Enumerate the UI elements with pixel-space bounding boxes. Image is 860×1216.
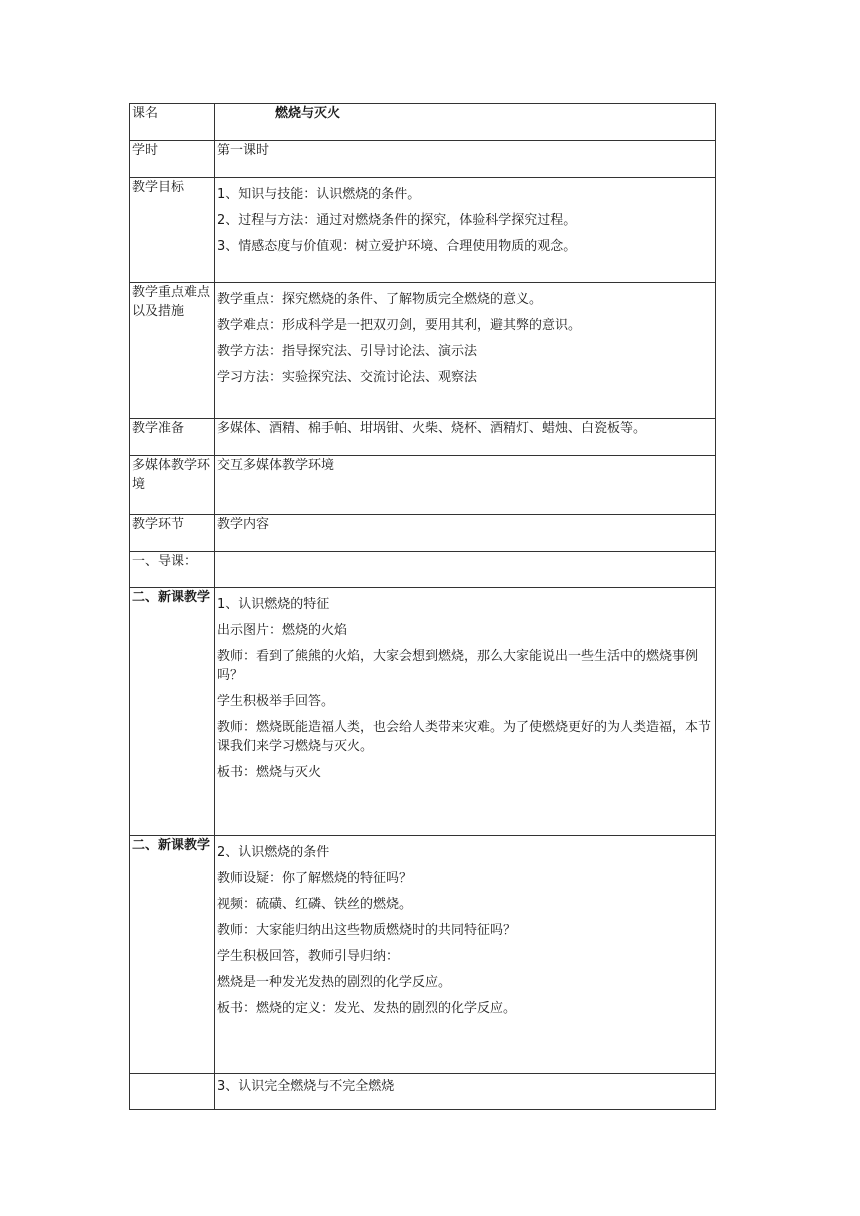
label-prep: 教学准备 <box>130 419 215 456</box>
label-env: 多媒体教学环境 <box>130 456 215 515</box>
objectives-content <box>215 178 716 283</box>
section1-item: 1、认识燃烧的特征 <box>217 597 330 612</box>
section2-item: 学生积极回答，教师引导归纳： <box>217 949 400 964</box>
section3-item: 3、认识完全燃烧与不完全燃烧 <box>217 1079 395 1094</box>
section1-item: 出示图片：燃烧的火焰 <box>217 623 348 638</box>
row-objectives <box>130 178 716 283</box>
label-stage: 教学环节 <box>130 515 215 552</box>
label-section2: 二、新课教学 <box>130 836 215 1074</box>
prep-value: 多媒体、酒精、棉手帕、坩埚钳、火柴、烧杯、酒精灯、蜡烛、白瓷板等。 <box>215 419 716 456</box>
row-header <box>130 515 716 552</box>
section1-item: 教师：看到了熊熊的火焰，大家会想到燃烧，那么大家能说出一些生活中的燃烧事例吗？ <box>217 649 699 683</box>
row-section2 <box>130 836 716 1074</box>
row-keypoints <box>130 283 716 419</box>
section3-content <box>215 1074 716 1110</box>
label-course: 课名 <box>130 104 215 141</box>
label-hours: 学时 <box>130 141 215 178</box>
lesson-plan-table <box>129 103 716 1110</box>
row-env <box>130 456 716 515</box>
label-content: 教学内容 <box>215 515 716 552</box>
row-section3 <box>130 1074 716 1110</box>
objective-item: 3、情感态度与价值观：树立爱护环境、合理使用物质的观念。 <box>217 239 577 254</box>
env-value: 交互多媒体教学环境 <box>215 456 716 515</box>
keypoint-item: 学习方法：实验探究法、交流讨论法、观察法 <box>217 370 478 385</box>
keypoint-item: 教学重点：探究燃烧的条件、了解物质完全燃烧的意义。 <box>217 292 543 307</box>
hours-value: 第一课时 <box>215 141 716 178</box>
course-title: 燃烧与灭火 <box>215 104 716 141</box>
label-section3 <box>130 1074 215 1110</box>
keypoints-content <box>215 283 716 419</box>
intro-value <box>215 552 716 588</box>
label-intro: 一、导课： <box>130 552 215 588</box>
keypoint-item: 教学难点：形成科学是一把双刃剑，要用其利，避其弊的意识。 <box>217 318 582 333</box>
label-keypoints: 教学重点难点以及措施 <box>130 283 215 419</box>
section2-content <box>215 836 716 1074</box>
section2-item: 教师：大家能归纳出这些物质燃烧时的共同特征吗？ <box>217 923 517 938</box>
section1-item: 板书：燃烧与灭火 <box>217 765 322 780</box>
section2-item: 2、认识燃烧的条件 <box>217 845 330 860</box>
objective-item: 2、过程与方法：通过对燃烧条件的探究，体验科学探究过程。 <box>217 213 577 228</box>
section2-item: 燃烧是一种发光发热的剧烈的化学反应。 <box>217 975 452 990</box>
objective-item: 1、知识与技能：认识燃烧的条件。 <box>217 187 421 202</box>
section1-content <box>215 588 716 836</box>
label-objectives: 教学目标 <box>130 178 215 283</box>
section2-item: 板书：燃烧的定义：发光、发热的剧烈的化学反应。 <box>217 1001 517 1016</box>
section2-item: 视频：硫磺、红磷、铁丝的燃烧。 <box>217 897 413 912</box>
row-intro <box>130 552 716 588</box>
section1-item: 教师：燃烧既能造福人类，也会给人类带来灾难。为了使燃烧更好的为人类造福，本节课我们来学习燃烧与灭火。 <box>217 720 712 754</box>
label-section1: 二、新课教学 <box>130 588 215 836</box>
section1-item: 学生积极举手回答。 <box>217 694 335 709</box>
row-prep <box>130 419 716 456</box>
section2-item: 教师设疑：你了解燃烧的特征吗？ <box>217 871 413 886</box>
row-course <box>130 104 716 141</box>
keypoint-item: 教学方法：指导探究法、引导讨论法、演示法 <box>217 344 478 359</box>
row-hours <box>130 141 716 178</box>
row-section1 <box>130 588 716 836</box>
